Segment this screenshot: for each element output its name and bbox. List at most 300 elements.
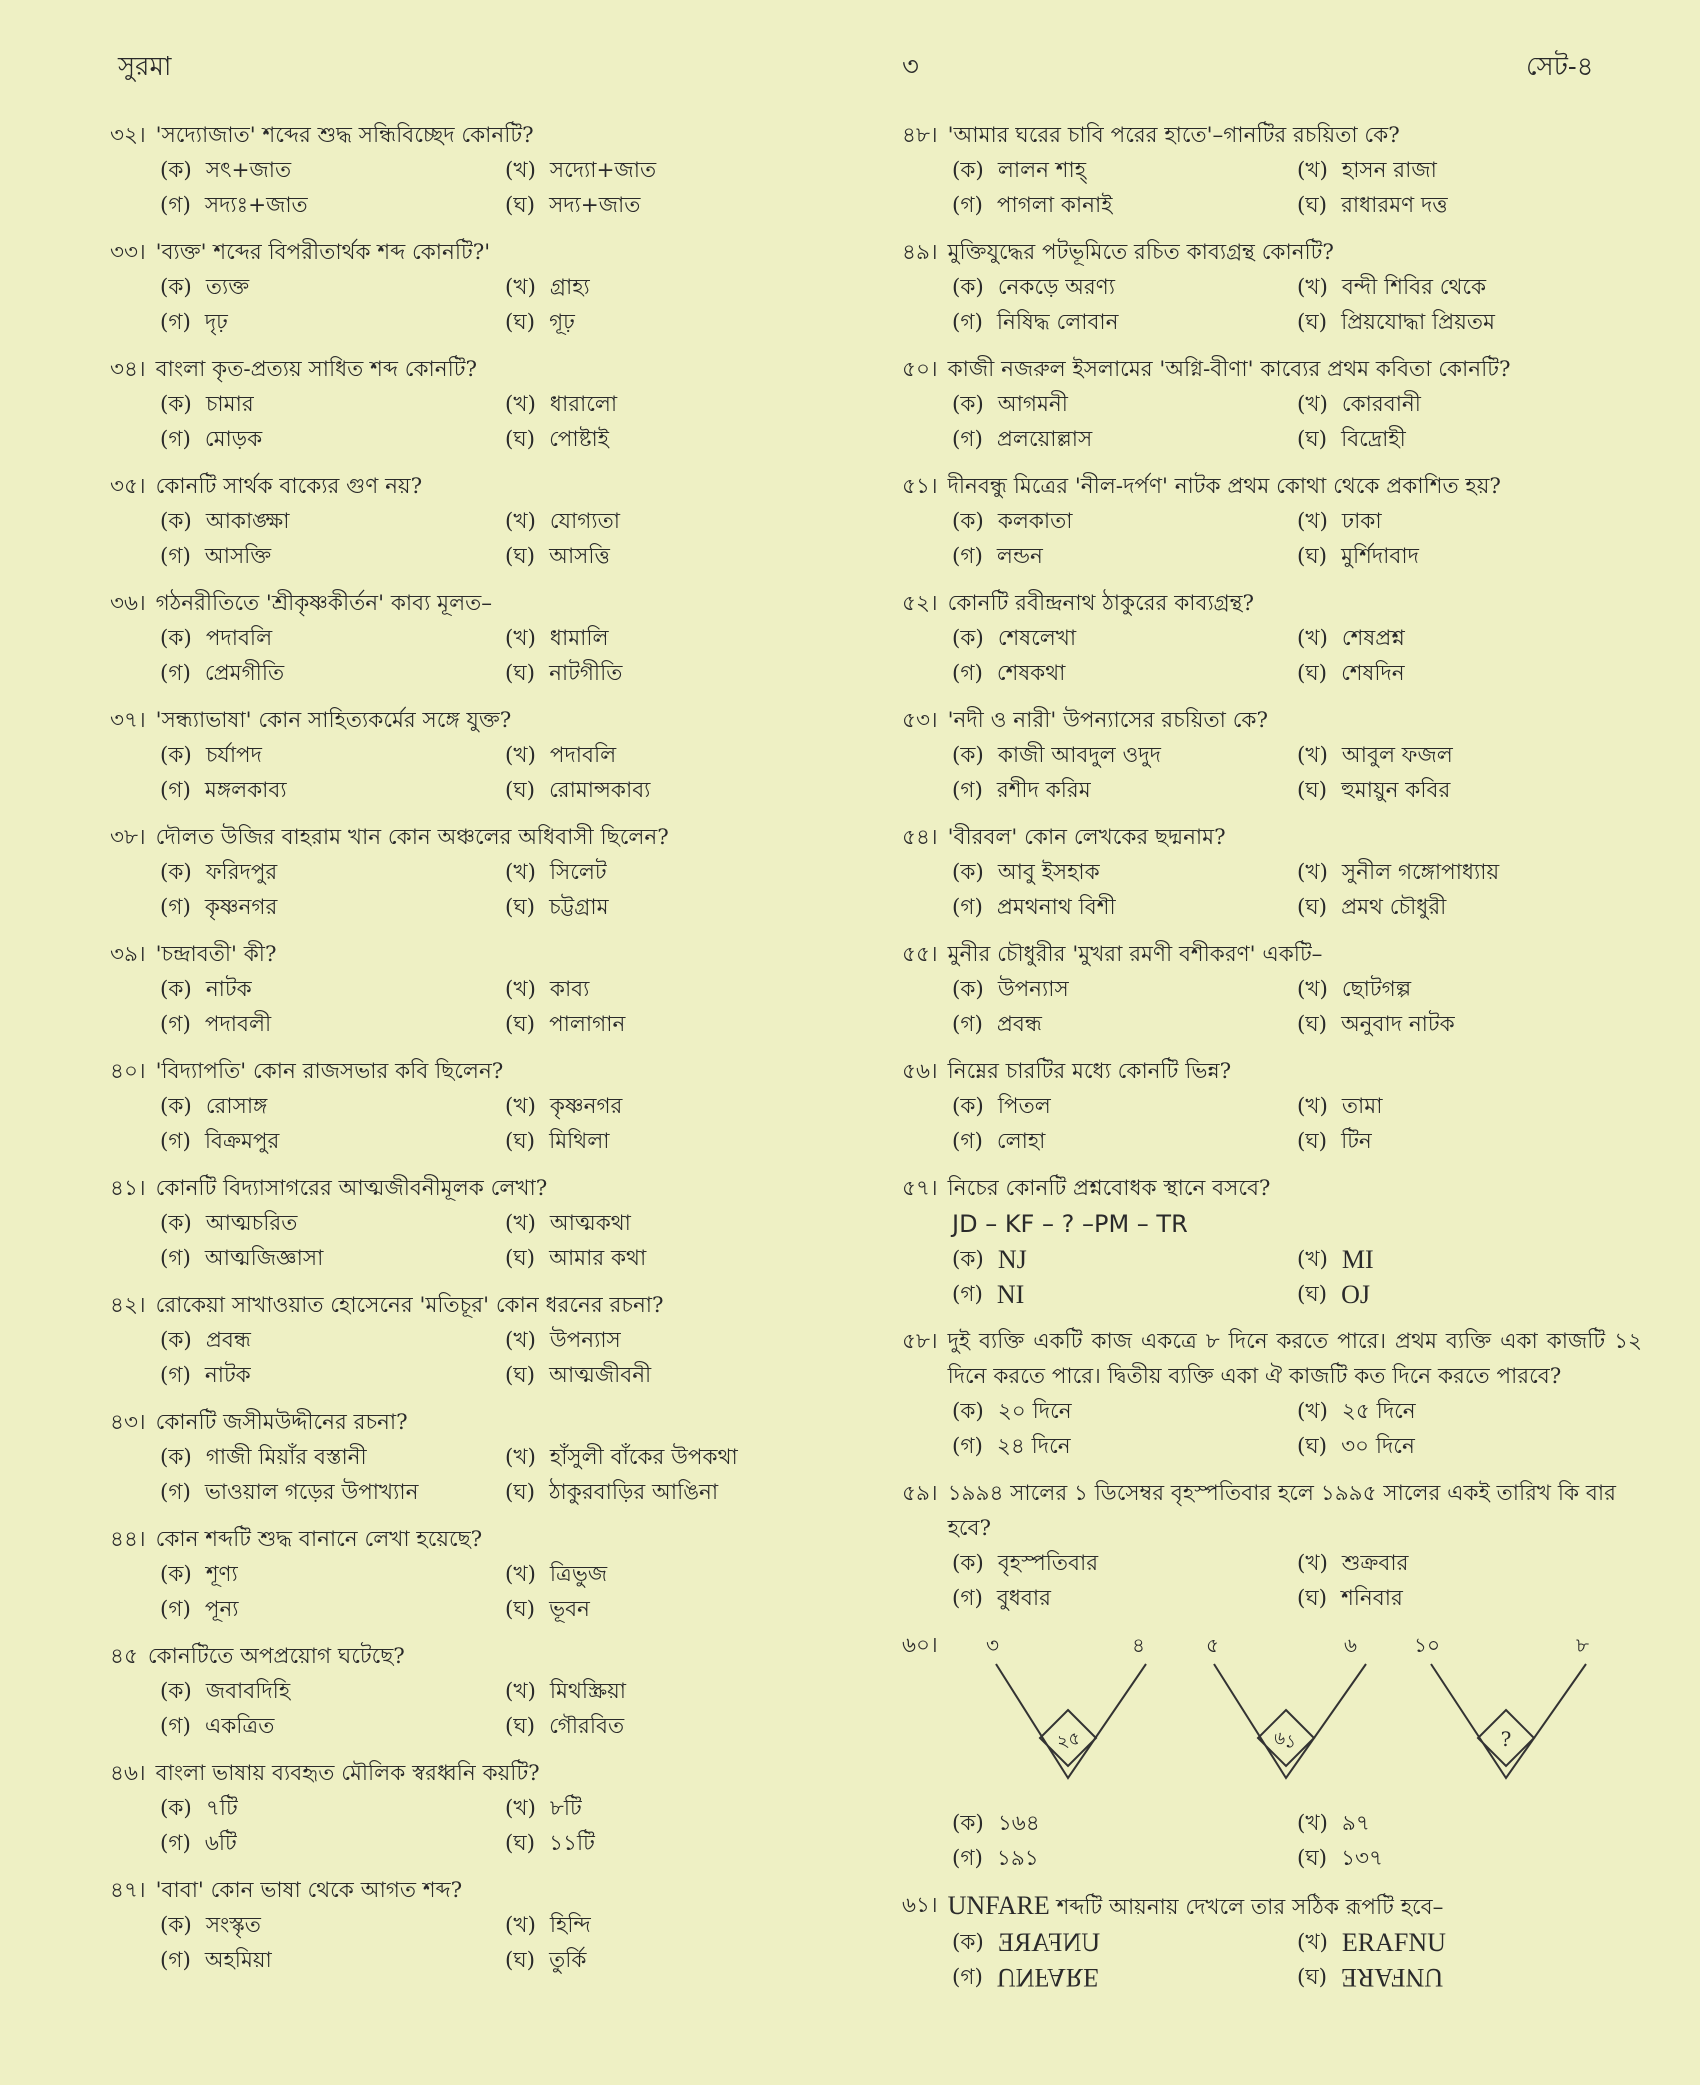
- option-label: (ঘ): [1297, 1434, 1328, 1459]
- option[interactable]: [1297, 1394, 1642, 1429]
- option-label: (ক): [160, 1562, 192, 1587]
- question-text: কোনটি রবীন্দ্রনাথ ঠাকুরের কাব্যগ্রন্থ?: [947, 591, 1255, 616]
- option[interactable]: [1297, 270, 1642, 305]
- option[interactable]: [1297, 621, 1642, 656]
- question-59: [902, 1476, 1642, 1616]
- question-text: কোনটি সার্থক বাক্যের গুণ নয়?: [155, 474, 423, 499]
- option[interactable]: [1297, 1581, 1642, 1616]
- option[interactable]: [952, 1960, 1297, 1995]
- option-label: (ক): [952, 1399, 984, 1424]
- option[interactable]: [160, 539, 505, 574]
- option-label: (খ): [1297, 275, 1328, 300]
- option-label: (গ): [952, 661, 983, 686]
- figure-3-center-number: ?: [1500, 1727, 1512, 1751]
- option-text: ১৩৭: [1341, 1846, 1383, 1871]
- option-label: (খ): [1297, 977, 1328, 1002]
- option-label: (ঘ): [505, 661, 536, 686]
- option-label: (ঘ): [1297, 661, 1328, 686]
- option-label: (গ): [160, 778, 191, 803]
- option-text: পিতল: [997, 1094, 1051, 1119]
- option-label: (গ): [952, 193, 983, 218]
- options-grid: [902, 1925, 1642, 1995]
- options-grid: [902, 1394, 1642, 1464]
- option-text: আত্মচরিত: [205, 1211, 298, 1236]
- question-block: [110, 235, 850, 340]
- option-label: (খ): [1297, 1247, 1328, 1272]
- option[interactable]: [1297, 1429, 1642, 1464]
- option[interactable]: [952, 1429, 1297, 1464]
- option-text: মিথিলা: [549, 1129, 610, 1154]
- option[interactable]: [160, 270, 505, 305]
- option[interactable]: [160, 422, 505, 457]
- option[interactable]: [160, 1206, 505, 1241]
- option-label: (গ): [160, 1012, 191, 1037]
- option-label: (গ): [160, 193, 191, 218]
- option[interactable]: [505, 972, 850, 1007]
- option-label: (খ): [1297, 743, 1328, 768]
- option[interactable]: [160, 1791, 505, 1826]
- option-label: (ক): [160, 1913, 192, 1938]
- option-text: OJ: [1341, 1280, 1370, 1309]
- options-grid: [902, 738, 1642, 808]
- question-block: [110, 703, 850, 808]
- option-text: সদ্য+জাত: [549, 193, 641, 218]
- option-label: (খ): [505, 743, 536, 768]
- header-book-name: সুরমা: [118, 52, 172, 82]
- option[interactable]: [1297, 504, 1642, 539]
- question-number: ৩৪।: [110, 357, 146, 382]
- question-number: ৪৯।: [902, 240, 938, 265]
- option[interactable]: [505, 1943, 850, 1978]
- option-text: বুধবার: [996, 1586, 1051, 1611]
- option-text: সদ্যঃ+জাত: [204, 193, 308, 218]
- options-grid: [902, 621, 1642, 691]
- option-label: (ঘ): [505, 1831, 536, 1856]
- option-label: (ক): [160, 860, 192, 885]
- option[interactable]: [952, 1546, 1297, 1581]
- option[interactable]: [952, 621, 1297, 656]
- option-text: ৮টি: [549, 1796, 582, 1821]
- option[interactable]: [160, 305, 505, 340]
- option[interactable]: [505, 270, 850, 305]
- question-text: 'নদী ও নারী' উপন্যাসের রচয়িতা কে?: [947, 708, 1268, 733]
- option-text: লন্ডন: [996, 544, 1043, 569]
- option[interactable]: [505, 1709, 850, 1744]
- puzzle-figure-1: [986, 1633, 1146, 1778]
- option-label: (খ): [505, 1211, 536, 1236]
- option[interactable]: [505, 1908, 850, 1943]
- option-label: (গ): [160, 1597, 191, 1622]
- options-grid: [110, 1206, 850, 1276]
- option[interactable]: [952, 305, 1297, 340]
- options-grid: [110, 1791, 850, 1861]
- option[interactable]: [952, 738, 1297, 773]
- option-text: ভূবন: [549, 1597, 590, 1622]
- option-text: মুর্শিদাবাদ: [1341, 544, 1419, 569]
- option-text: NJ: [997, 1245, 1027, 1274]
- question-text: 'বীরবল' কোন লেখকের ছদ্মনাম?: [947, 825, 1226, 850]
- question-number: ৫১।: [902, 474, 938, 499]
- question-block: [110, 820, 850, 925]
- option[interactable]: [952, 1841, 1297, 1876]
- option-label: (ক): [952, 509, 984, 534]
- option[interactable]: [1297, 1546, 1642, 1581]
- option[interactable]: [505, 738, 850, 773]
- option-label: (ক): [952, 743, 984, 768]
- question-block: [902, 118, 1642, 223]
- option[interactable]: [160, 773, 505, 808]
- option[interactable]: [160, 1323, 505, 1358]
- header-page-number: ৩: [902, 52, 919, 82]
- option[interactable]: [505, 305, 850, 340]
- question-block: [902, 703, 1642, 808]
- option-label: (ঘ): [505, 427, 536, 452]
- option-text: বিদ্রোহী: [1341, 427, 1406, 452]
- option-text: সংস্কৃত: [205, 1913, 261, 1938]
- options-grid: [902, 855, 1642, 925]
- option-label: (গ): [160, 1714, 191, 1739]
- option[interactable]: [505, 656, 850, 691]
- question-block: [110, 352, 850, 457]
- option[interactable]: [952, 855, 1297, 890]
- option[interactable]: [952, 1007, 1297, 1042]
- option-label: (গ): [952, 778, 983, 803]
- option-text: পূন্য: [204, 1597, 239, 1622]
- option-label: (খ): [505, 1796, 536, 1821]
- question-number: ৩২।: [110, 123, 146, 148]
- question-text: দুই ব্যক্তি একটি কাজ একত্রে ৮ দিনে করতে পারে। প্রথম ব্যক্তি একা কাজটি ১২ দিনে করতে পারে। দ্বিতীয় ব্যক্তি একা ঐ কাজটি কত দিনে করতে পারবে?: [947, 1329, 1642, 1389]
- option-text: কাজী আবদুল ওদুদ: [997, 743, 1161, 768]
- option-label: (গ): [160, 1480, 191, 1505]
- question-text: 'আমার ঘরের চাবি পরের হাতে'–গানটির রচয়িতা কে?: [947, 123, 1400, 148]
- option-text: হুমায়ুন কবির: [1341, 778, 1451, 803]
- option[interactable]: [952, 1394, 1297, 1429]
- option[interactable]: [160, 1943, 505, 1978]
- option[interactable]: [952, 1925, 1297, 1960]
- option[interactable]: [505, 1674, 850, 1709]
- option-text: শেষদিন: [1341, 661, 1405, 686]
- option-label: (ক): [160, 626, 192, 651]
- option-text: তুর্কি: [549, 1948, 587, 1973]
- option[interactable]: [1297, 188, 1642, 223]
- question-text: নিম্নের চারটির মধ্যে কোনটি ভিন্ন?: [947, 1059, 1232, 1084]
- option-label: (খ): [505, 1445, 536, 1470]
- option[interactable]: [160, 1124, 505, 1159]
- option[interactable]: [1297, 1242, 1642, 1277]
- figure-3-left-number: ১০: [1413, 1633, 1440, 1657]
- option[interactable]: [505, 621, 850, 656]
- option[interactable]: [505, 387, 850, 422]
- option[interactable]: [505, 1089, 850, 1124]
- option[interactable]: [160, 1241, 505, 1276]
- option-label: (খ): [505, 392, 536, 417]
- option[interactable]: [952, 387, 1297, 422]
- option[interactable]: [1297, 1089, 1642, 1124]
- question-text: কোনটিতে অপপ্রয়োগ ঘটেছে?: [147, 1644, 405, 1669]
- option-text: সৎ+জাত: [205, 158, 292, 183]
- option-label: (ঘ): [1297, 310, 1328, 335]
- option[interactable]: [1297, 656, 1642, 691]
- option[interactable]: [1297, 1277, 1642, 1312]
- options-grid: [902, 972, 1642, 1042]
- option-text: গৌরবিত: [549, 1714, 625, 1739]
- options-grid: [110, 1557, 850, 1627]
- option[interactable]: [505, 1124, 850, 1159]
- question-number: ৪৩।: [110, 1410, 146, 1435]
- question-block: [902, 235, 1642, 340]
- option-label: (গ): [952, 1434, 983, 1459]
- question-text: শব্দটি আয়নায় দেখলে তার সঠিক রূপটি হবে–: [1056, 1895, 1444, 1920]
- question-number: ৪১।: [110, 1176, 146, 1201]
- option[interactable]: [505, 773, 850, 808]
- option[interactable]: [952, 890, 1297, 925]
- option[interactable]: [1297, 890, 1642, 925]
- option-label: (ক): [160, 1211, 192, 1236]
- option-text: গ্রাহ্য: [549, 275, 590, 300]
- option[interactable]: [160, 188, 505, 223]
- option[interactable]: [160, 1709, 505, 1744]
- right-column: [902, 118, 1642, 2007]
- option[interactable]: [160, 1908, 505, 1943]
- option-text: জবাবদিহি: [205, 1679, 291, 1704]
- question-block: [110, 1756, 850, 1861]
- option[interactable]: [160, 656, 505, 691]
- question-text: গঠনরীতিতে 'শ্রীকৃষ্ণকীর্তন' কাব্য মূলত–: [155, 591, 492, 616]
- option[interactable]: [505, 1358, 850, 1393]
- option-text: ১১টি: [549, 1831, 595, 1856]
- option[interactable]: [160, 1475, 505, 1510]
- option[interactable]: [952, 773, 1297, 808]
- option[interactable]: [952, 1277, 1297, 1312]
- option[interactable]: [952, 1124, 1297, 1159]
- option-text: রোমান্সকাব্য: [549, 778, 651, 803]
- option[interactable]: [1297, 738, 1642, 773]
- option[interactable]: [160, 1440, 505, 1475]
- option-text: মিথস্ক্রিয়া: [549, 1679, 627, 1704]
- option[interactable]: [505, 855, 850, 890]
- figure-1-center-number: ২৫: [1054, 1727, 1082, 1754]
- option-text: দৃঢ়: [204, 310, 228, 335]
- option-text: ৬টি: [204, 1831, 237, 1856]
- option-text: গাজী মিয়াঁর বস্তানী: [205, 1445, 367, 1470]
- option[interactable]: [1297, 855, 1642, 890]
- right-question-list: [902, 118, 1642, 1159]
- options-grid: [902, 1546, 1642, 1616]
- question-number: ৫২।: [902, 591, 938, 616]
- question-number: ৫৭।: [902, 1176, 938, 1201]
- option[interactable]: [952, 972, 1297, 1007]
- option-text: পাগলা কানাই: [996, 193, 1113, 218]
- option[interactable]: [505, 1475, 850, 1510]
- option[interactable]: [160, 855, 505, 890]
- option[interactable]: [160, 387, 505, 422]
- option-label: (ক): [952, 158, 984, 183]
- question-number: ৩৭।: [110, 708, 146, 733]
- option-text: ২৪ দিনে: [996, 1434, 1071, 1459]
- option[interactable]: [160, 1592, 505, 1627]
- option-text: আসক্তি: [204, 544, 272, 569]
- option[interactable]: [505, 1557, 850, 1592]
- question-text: 'সন্ধ্যাভাষা' কোন সাহিত্যকর্মের সঙ্গে যুক্ত?: [155, 708, 512, 733]
- option[interactable]: [505, 153, 850, 188]
- option[interactable]: [160, 1557, 505, 1592]
- option[interactable]: [1297, 1960, 1642, 1995]
- option[interactable]: [505, 1592, 850, 1627]
- option-label: (ঘ): [505, 310, 536, 335]
- option[interactable]: [505, 1323, 850, 1358]
- option-text: চর্যাপদ: [205, 743, 262, 768]
- question-number: ৫০।: [902, 357, 938, 382]
- option[interactable]: [505, 1826, 850, 1861]
- option-label: (খ): [1297, 860, 1328, 885]
- option-label: (খ): [1297, 509, 1328, 534]
- option[interactable]: [160, 890, 505, 925]
- option-text: ERAFNU: [1341, 1928, 1446, 1957]
- option[interactable]: [160, 153, 505, 188]
- option[interactable]: [505, 422, 850, 457]
- option-label: (ক): [160, 1445, 192, 1470]
- option-label: (গ): [952, 895, 983, 920]
- option-label: (ঘ): [505, 1012, 536, 1037]
- question-number: ৫৪।: [902, 825, 938, 850]
- question-number: ৩৩।: [110, 240, 146, 265]
- option[interactable]: [1297, 387, 1642, 422]
- option[interactable]: [952, 1806, 1297, 1841]
- option-text: ফরিদপুর: [205, 860, 278, 885]
- question-block: [110, 1522, 850, 1627]
- option[interactable]: [160, 621, 505, 656]
- option[interactable]: [505, 504, 850, 539]
- option[interactable]: [160, 1674, 505, 1709]
- option[interactable]: [952, 504, 1297, 539]
- option[interactable]: [1297, 1925, 1642, 1960]
- options-grid: [110, 972, 850, 1042]
- option[interactable]: [952, 1089, 1297, 1124]
- option-label: (গ): [160, 1831, 191, 1856]
- option-label: (খ): [1297, 1811, 1328, 1836]
- question-number: ৫৯।: [902, 1481, 938, 1506]
- option[interactable]: [160, 1826, 505, 1861]
- option-text: পদাবলি: [549, 743, 617, 768]
- option[interactable]: [1297, 1806, 1642, 1841]
- option-text: শেষকথা: [996, 661, 1066, 686]
- option-text: কোরবানী: [1341, 392, 1421, 417]
- question-block: [110, 118, 850, 223]
- option-text: আবু ইসহাক: [997, 860, 1100, 885]
- question-text: 'বাবা' কোন ভাষা থেকে আগত শব্দ?: [155, 1878, 463, 1903]
- option-label: (গ): [952, 1586, 983, 1611]
- question-block: [902, 352, 1642, 457]
- option-label: (ক): [952, 1094, 984, 1119]
- option[interactable]: [952, 1581, 1297, 1616]
- option[interactable]: [952, 656, 1297, 691]
- option-label: (ক): [160, 1796, 192, 1821]
- question-text: মুনীর চৌধুরীর 'মুখরা রমণী বশীকরণ' একটি–: [947, 942, 1323, 967]
- options-grid: [110, 1089, 850, 1159]
- question-number: ৩৬।: [110, 591, 146, 616]
- option-label: (খ): [505, 275, 536, 300]
- option-label: (ঘ): [1297, 895, 1328, 920]
- question-block: [110, 586, 850, 691]
- option-text: UNFARE: [997, 1928, 1100, 1957]
- option[interactable]: [505, 1791, 850, 1826]
- option[interactable]: [505, 890, 850, 925]
- figure-2-center-number: ৬১: [1270, 1726, 1300, 1754]
- option-text: MI: [1341, 1245, 1374, 1274]
- option-text: শেষপ্রশ্ন: [1341, 626, 1405, 651]
- option-text: ৭টি: [205, 1796, 238, 1821]
- option-text: নেকড়ে অরণ্য: [997, 275, 1115, 300]
- option-label: (গ): [952, 1282, 983, 1307]
- option[interactable]: [1297, 972, 1642, 1007]
- option[interactable]: [1297, 773, 1642, 808]
- option[interactable]: [1297, 1007, 1642, 1042]
- option-label: (গ): [160, 427, 191, 452]
- option[interactable]: [505, 1206, 850, 1241]
- option[interactable]: [505, 539, 850, 574]
- option-text: উপন্যাস: [997, 977, 1069, 1002]
- question-number: ৪২।: [110, 1293, 146, 1318]
- option[interactable]: [1297, 539, 1642, 574]
- option[interactable]: [952, 188, 1297, 223]
- option-label: (ঘ): [1297, 778, 1328, 803]
- option[interactable]: [1297, 422, 1642, 457]
- option[interactable]: [160, 1007, 505, 1042]
- question-number: ৫৫।: [902, 942, 938, 967]
- option-label: (ঘ): [1297, 1846, 1328, 1871]
- option[interactable]: [505, 1440, 850, 1475]
- question-57: [902, 1171, 1642, 1312]
- option[interactable]: [1297, 1841, 1642, 1876]
- option-label: (খ): [1297, 1551, 1328, 1576]
- question-block: [902, 820, 1642, 925]
- option-label: (গ): [160, 1129, 191, 1154]
- option-text: ২০ দিনে: [997, 1399, 1072, 1424]
- option[interactable]: [505, 1241, 850, 1276]
- option-label: (ক): [952, 1551, 984, 1576]
- question-block: [110, 1639, 850, 1744]
- option[interactable]: [952, 1242, 1297, 1277]
- question-block: [110, 1873, 850, 1978]
- option[interactable]: [505, 188, 850, 223]
- option-text: লালন শাহ্: [997, 158, 1087, 183]
- question-text: বাংলা কৃত-প্রত্যয় সাধিত শব্দ কোনটি?: [155, 357, 478, 382]
- option[interactable]: [160, 1358, 505, 1393]
- option-text: শনিবার: [1341, 1586, 1403, 1611]
- option[interactable]: [952, 539, 1297, 574]
- option[interactable]: [952, 270, 1297, 305]
- figure-3-right-number: ৮: [1575, 1633, 1589, 1657]
- option[interactable]: [160, 1089, 505, 1124]
- option[interactable]: [1297, 153, 1642, 188]
- option[interactable]: [160, 738, 505, 773]
- option[interactable]: [160, 972, 505, 1007]
- option[interactable]: [1297, 305, 1642, 340]
- option[interactable]: [505, 1007, 850, 1042]
- option[interactable]: [952, 153, 1297, 188]
- option-text: ধামালি: [549, 626, 609, 651]
- number-puzzle-figure: [956, 1628, 1616, 1798]
- option-label: (গ): [952, 1846, 983, 1871]
- option-text: হাঁসুলী বাঁকের উপকথা: [549, 1445, 738, 1470]
- option[interactable]: [160, 504, 505, 539]
- option[interactable]: [1297, 1124, 1642, 1159]
- option-label: (ঘ): [1297, 1586, 1328, 1611]
- option-text: UNFARE: [996, 1963, 1099, 1992]
- option-text: রোসাঙ্গ: [205, 1094, 268, 1119]
- option-text: প্রলয়োল্লাস: [996, 427, 1093, 452]
- option[interactable]: [952, 422, 1297, 457]
